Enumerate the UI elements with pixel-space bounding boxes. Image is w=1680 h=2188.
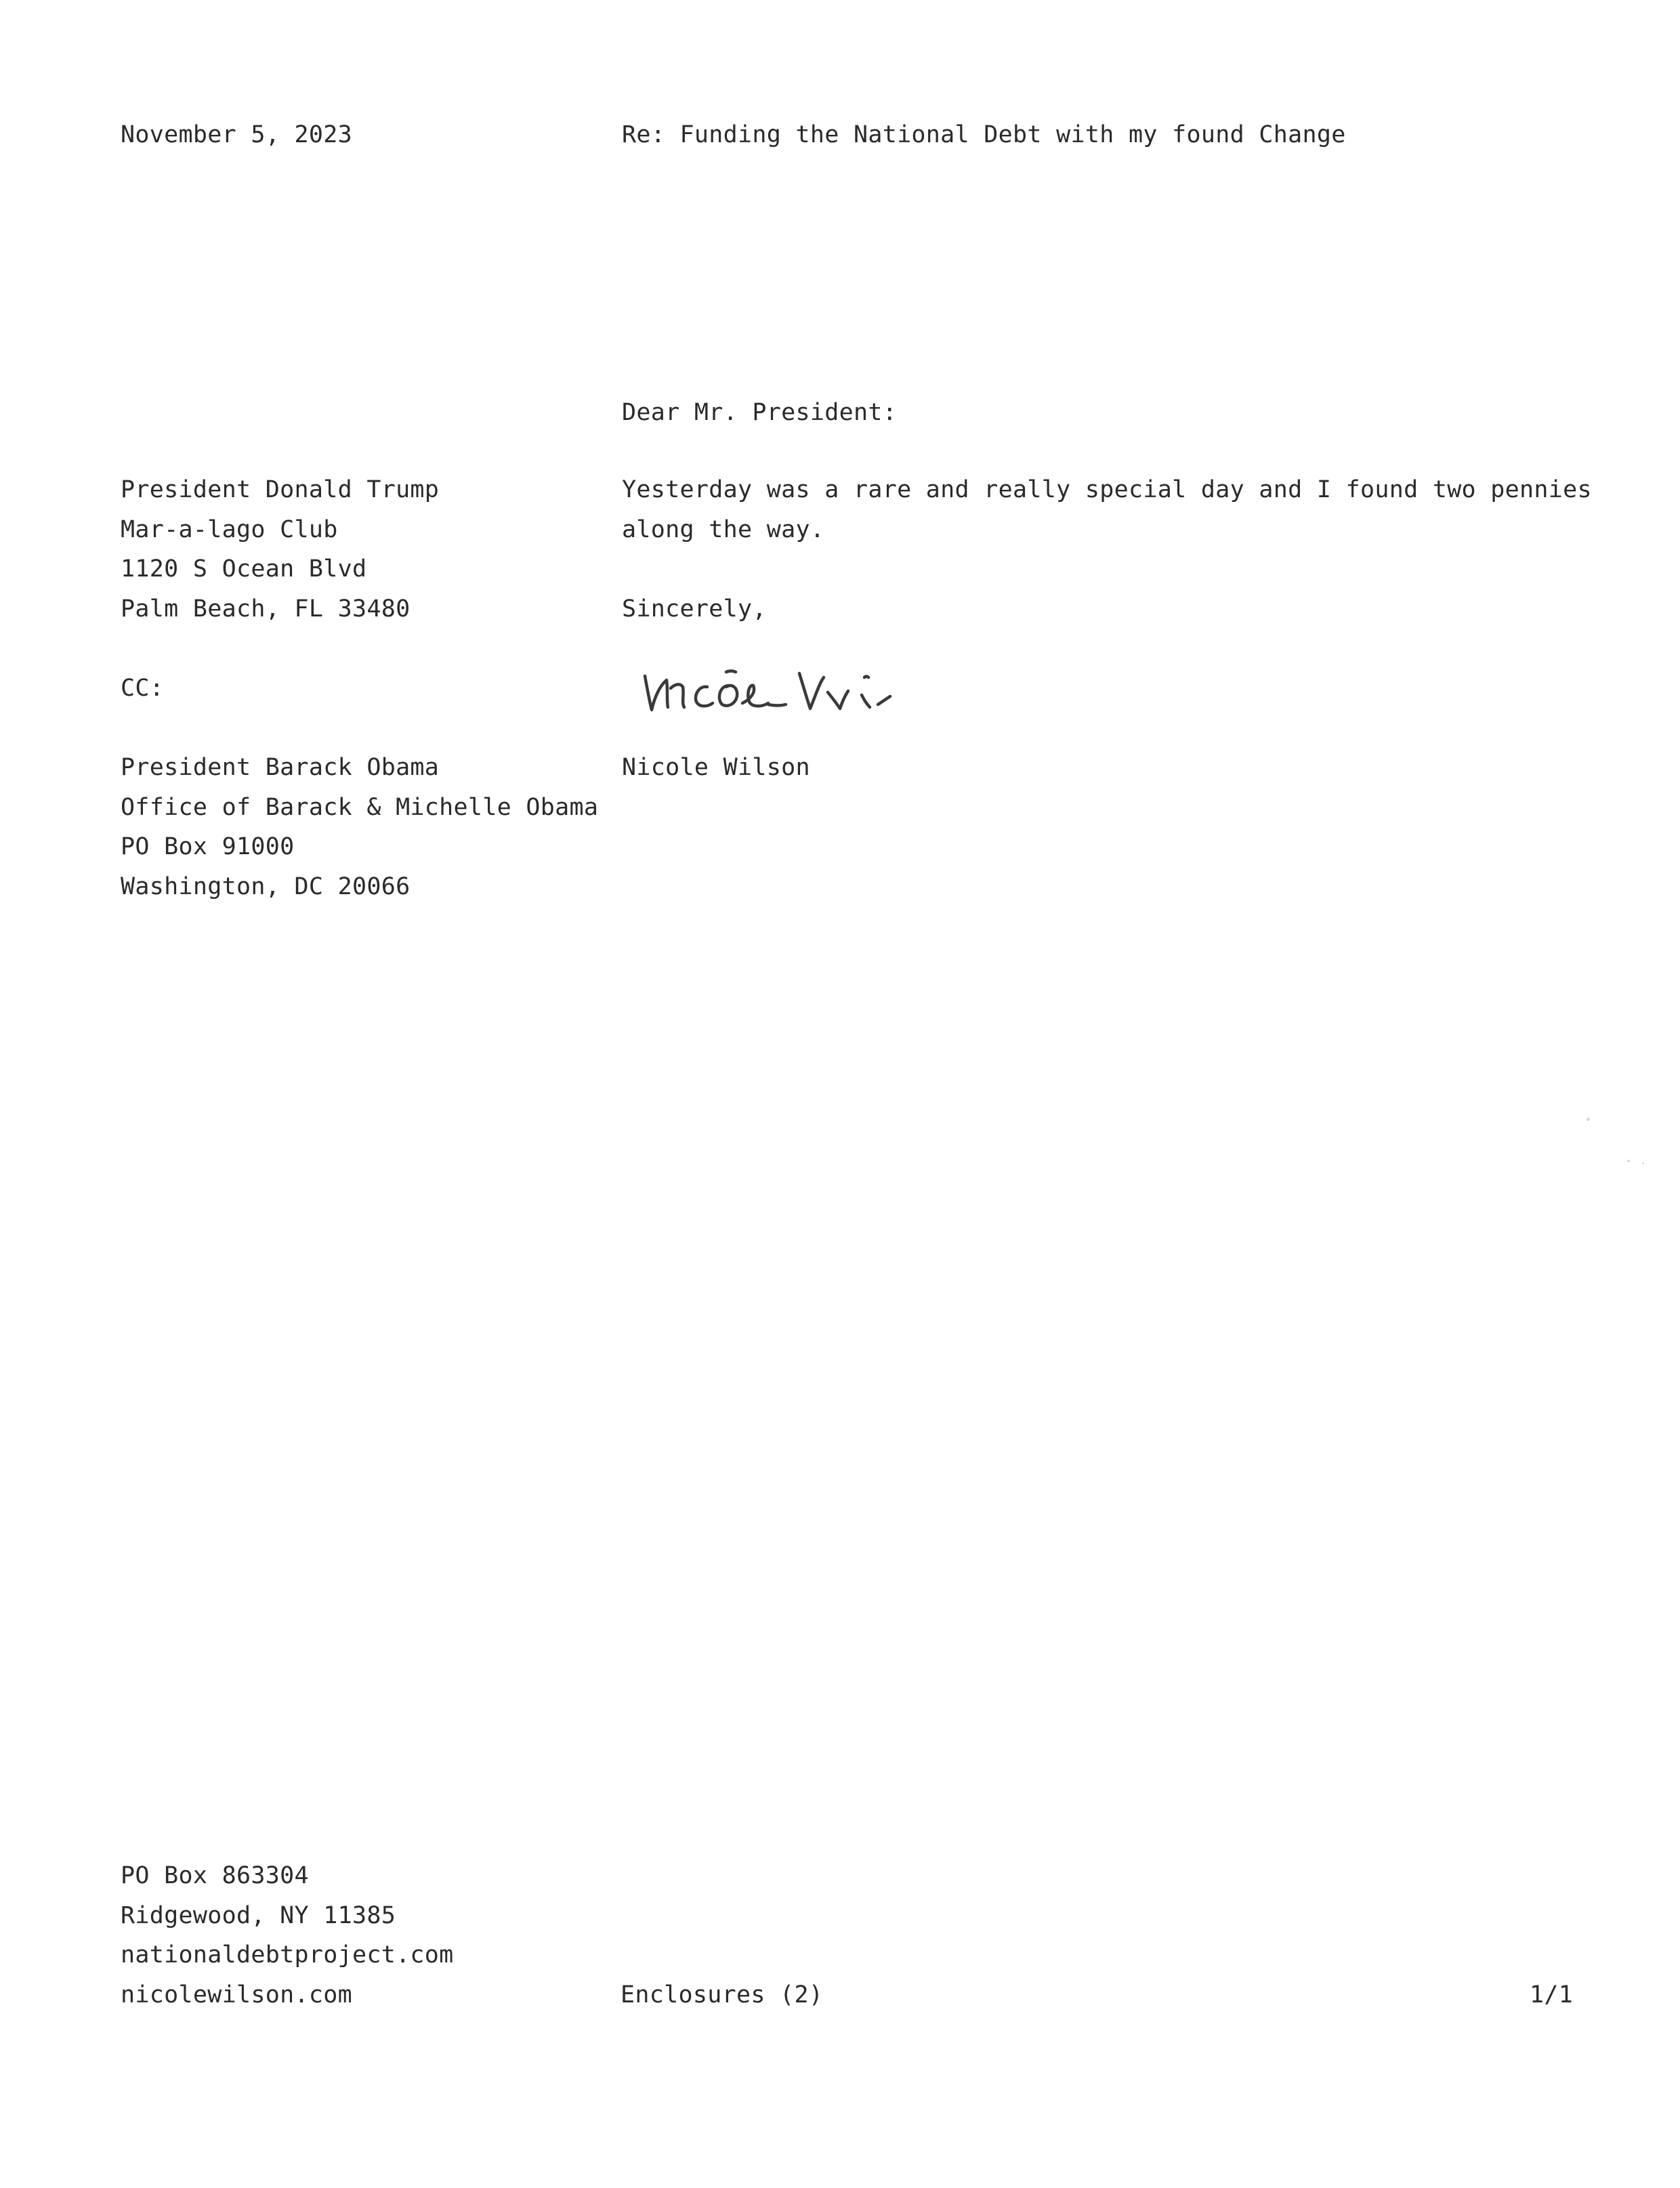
cc-name: President Barack Obama bbox=[121, 754, 440, 781]
scan-speck bbox=[1587, 1118, 1590, 1121]
sender-city: Ridgewood, NY 11385 bbox=[121, 1901, 396, 1929]
signer-name: Nicole Wilson bbox=[622, 754, 810, 781]
recipient-address bbox=[121, 470, 439, 629]
cc-address bbox=[121, 748, 598, 906]
sender-address bbox=[121, 1856, 454, 2015]
closing: Sincerely, bbox=[622, 595, 767, 623]
letter-body bbox=[622, 470, 1592, 549]
recipient-street: 1120 S Ocean Blvd bbox=[121, 555, 367, 583]
scan-speck bbox=[1627, 1160, 1630, 1162]
cc-street: PO Box 91000 bbox=[121, 833, 295, 860]
cc-city: Washington, DC 20066 bbox=[121, 872, 411, 900]
letter-subject: Re: Funding the National Debt with my found Change bbox=[622, 121, 1346, 148]
sender-website: nationaldebtproject.com bbox=[121, 1941, 454, 1969]
recipient-organization: Mar-a-lago Club bbox=[121, 516, 338, 543]
cc-label: CC: bbox=[121, 675, 165, 702]
recipient-name: President Donald Trump bbox=[121, 476, 440, 503]
handwritten-signature bbox=[637, 637, 982, 725]
body-line: Yesterday was a rare and really special day and I found two pennies bbox=[622, 476, 1592, 503]
enclosures-note: Enclosures (2) bbox=[621, 1981, 824, 2008]
recipient-city: Palm Beach, FL 33480 bbox=[121, 595, 411, 623]
page-number: 1/1 bbox=[1530, 1981, 1574, 2008]
scan-speck bbox=[1642, 1162, 1644, 1164]
sender-website: nicolewilson.com bbox=[121, 1981, 352, 2008]
letter-date: November 5, 2023 bbox=[121, 121, 352, 148]
salutation: Dear Mr. President: bbox=[622, 399, 898, 426]
cc-organization: Office of Barack & Michelle Obama bbox=[121, 793, 599, 821]
sender-po-box: PO Box 863304 bbox=[121, 1862, 309, 1889]
body-line: along the way. bbox=[622, 516, 825, 543]
